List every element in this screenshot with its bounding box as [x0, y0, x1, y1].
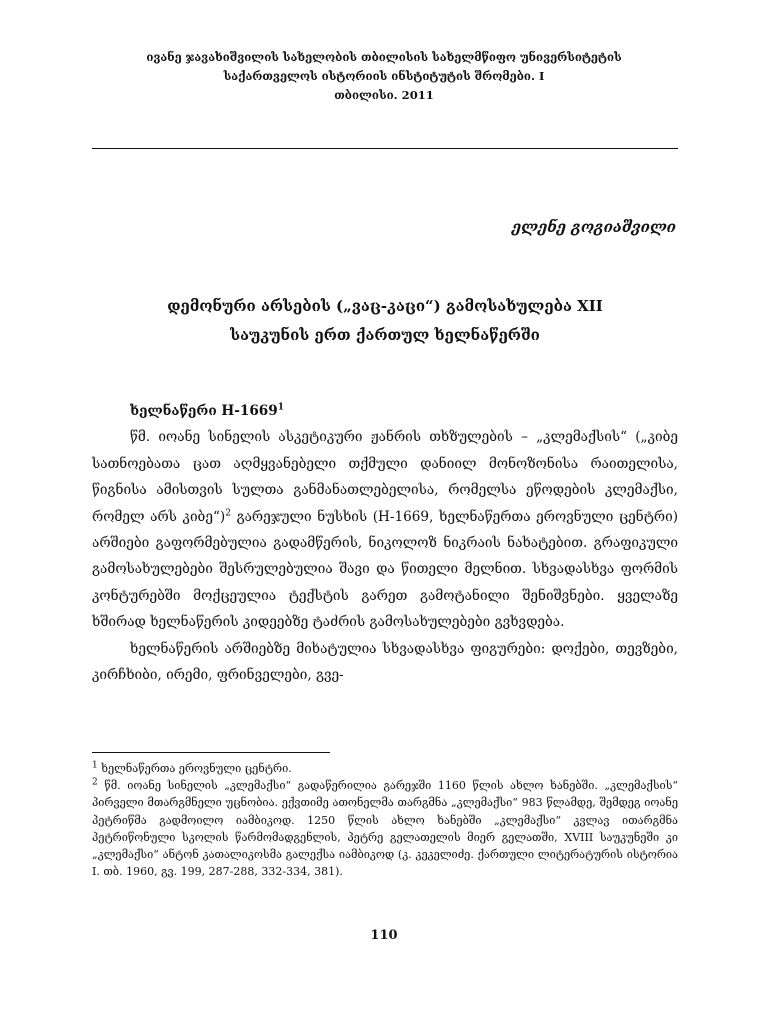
footnote-2-text: წმ. იოანე სინელის „კლემაქსი“ გადაწერილია გარეჯში 1160 წლის ახლო ხანებში. „კლემაქსის“ პირველი მთარგმნელი უცნობია. ექვთიმე ათონელმა თარგმნა „კლემაქსი“ 983 წლამდე, შემდეგ იოანე პეტრიწმა გადმოილო იამბიკოდ. 1250 წლის ახლო ხანებში „კლემაქსი“ კვლავ ითარგმნა პეტრიწონული სკოლის წარმომადგენლის, პეტრე გელათელის მიერ გელათში, XVIII საუკუნეში კი „კლემაქსი“ ანტონ კათალიკოსმა გალექსა იამბიკოდ (კ. კეკელიძე. ქართული ლიტერატურის ისტორია I. თბ. 1960, გვ. 199, 287-288, 332-334, 381). — [92, 779, 678, 879]
author-name: ელენე გოგიაშვილი — [512, 218, 676, 236]
header-city-year: თბილისი. 2011 — [334, 88, 434, 102]
title-line-1: დემონური არსების („ვაც-კაცი“) გამოსახულება XII — [167, 297, 603, 315]
footnotes — [92, 760, 678, 880]
page-number: 110 — [370, 928, 398, 943]
footnote-divider — [92, 752, 330, 753]
paragraph-1-part-a: წმ. იოანე სინელის ასკეტიკური ჟანრის თხზულების – „კლემაქსის“ („კიბე სათნოებათა ცათ აღმყვანებელი თქმული დანიილ მონოზონისა რაითელისა, წიგნისა ამისთვის სულთა განმანათლებელისა, რომელსა ეწოდების კლემაქსი, რომელ არს კიბე“) — [92, 429, 678, 525]
article-title — [92, 292, 678, 350]
footnote-2 — [92, 777, 678, 880]
footnote-ref-2[interactable]: 2 — [225, 508, 231, 519]
section-heading-text: ხელნაწერი H-1669 — [130, 403, 278, 419]
article-body — [92, 398, 678, 688]
journal-header — [0, 48, 768, 105]
header-institute: საქართველოს ისტორიის ინსტიტუტის შრომები. I — [223, 69, 545, 83]
body-paragraph-2: ხელნაწერის არშიებზე მიხატულია სხვადასხვა ფიგურები: დოქები, თევზები, კირჩხიბი, ირემი, ფრინველები, გვე- — [92, 640, 678, 684]
footnote-1 — [92, 760, 678, 777]
body-paragraph-1 — [92, 424, 678, 635]
footnote-marker-1: 1 — [92, 760, 98, 771]
section-heading — [92, 398, 678, 424]
footnote-ref-1[interactable]: 1 — [277, 402, 284, 413]
footnote-1-text: ხელნაწერთა ეროვნული ცენტრი. — [97, 762, 292, 775]
paragraph-1-part-b: გარეჯული ნუსხის (H-1669, ხელნაწერთა ეროვნული ცენტრი) არშიები გაფორმებულია გადამწერის, ნიკოლოზ ნიკრაის ნახატებით. გრაფიკული გამოსახულებები შესრულებულია შავი და წითელი მელნით. სხვადასხვა ფორმის კონტურებში მოქცეულია ტექსტის გარეთ გამოტანილი შენიშვნები. ყველაზე ხშირად ხელნაწერის კიდეებზე ტაძრის გამოსახულებები გვხვდება. — [92, 508, 678, 631]
header-divider — [92, 148, 678, 149]
title-line-2: საუკუნის ერთ ქართულ ხელნაწერში — [230, 326, 540, 344]
header-university: ივანე ჯავახიშვილის სახელობის თბილისის სახელმწიფო უნივერსიტეტის — [146, 50, 622, 64]
footnote-marker-2: 2 — [92, 777, 98, 788]
